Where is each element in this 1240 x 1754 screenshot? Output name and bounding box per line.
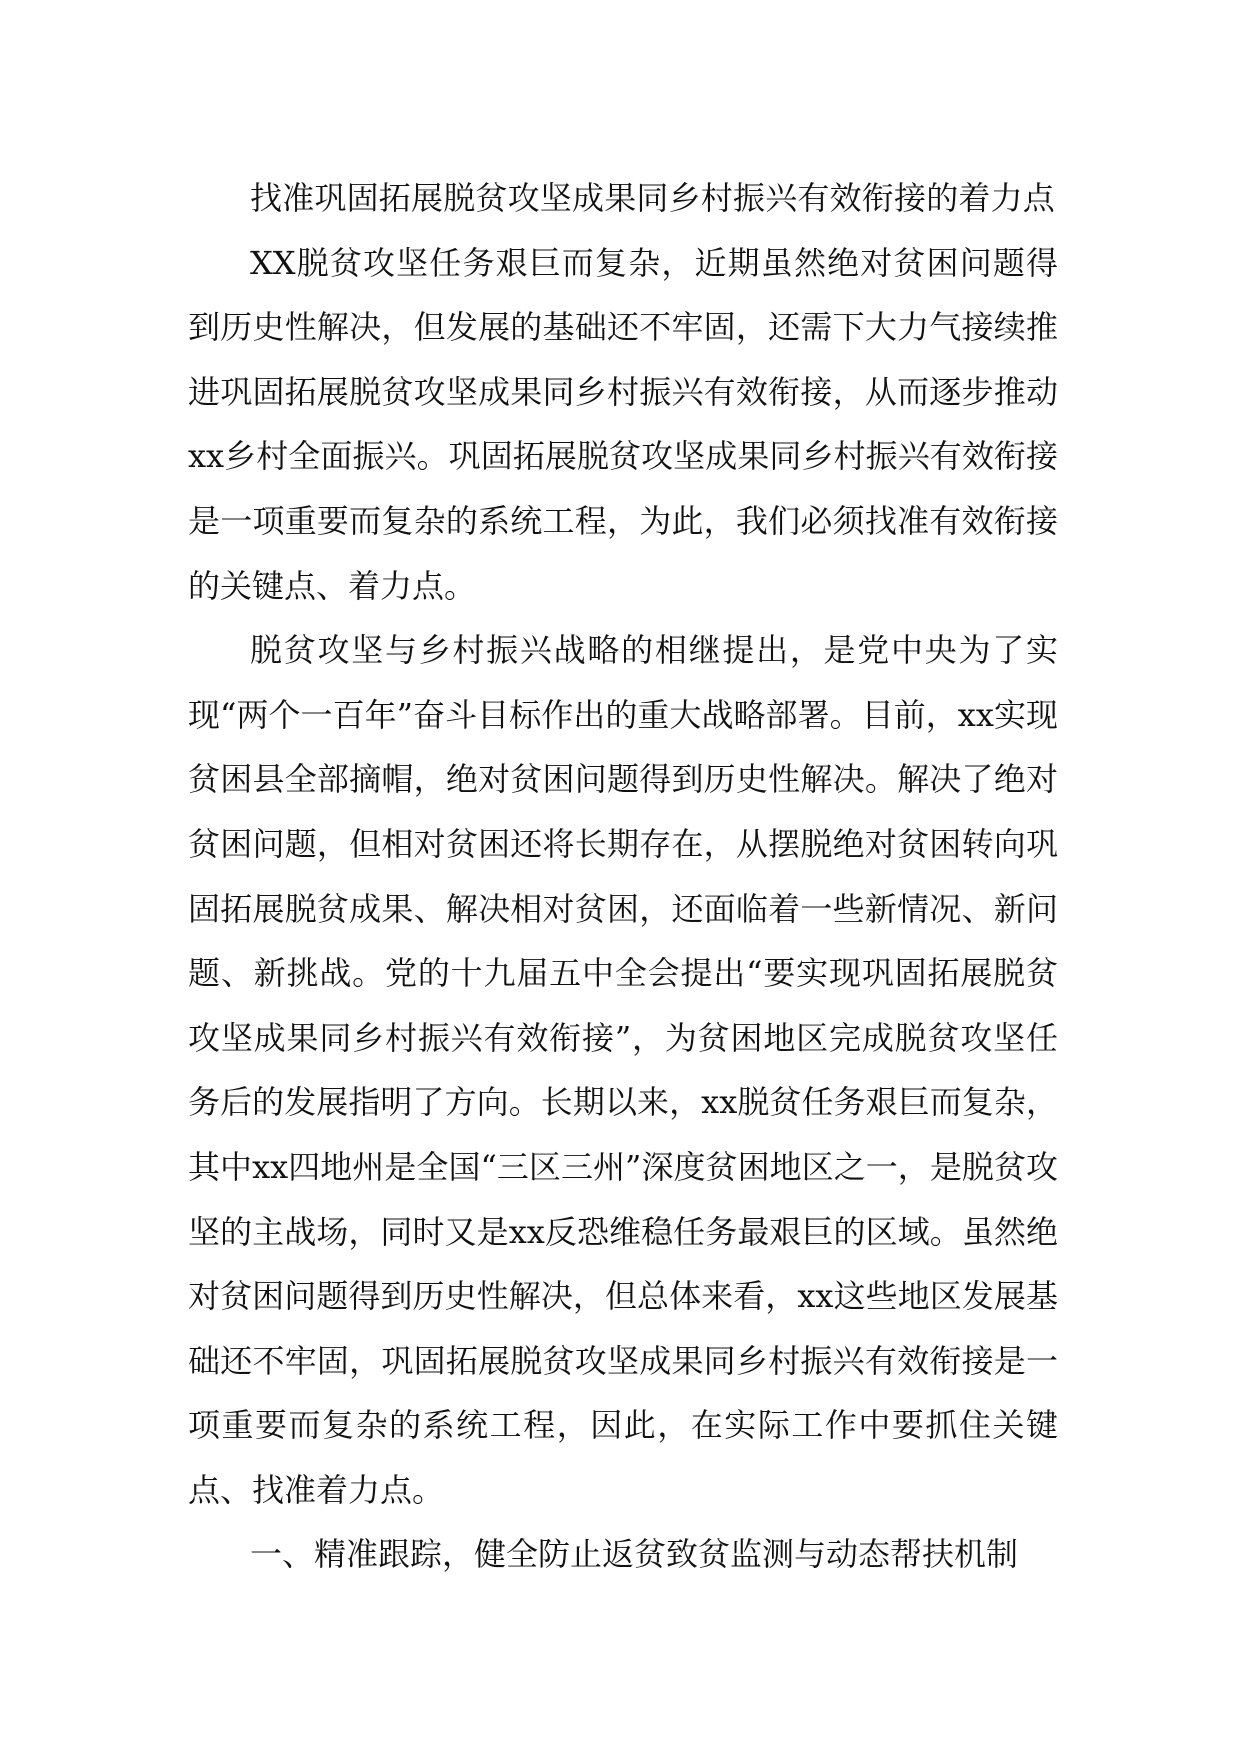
document-title: 找准巩固拓展脱贫攻坚成果同乡村振兴有效衔接的着力点 [250,179,1056,217]
section-heading-1: 一、精准跟踪，健全防止返贫致贫监测与动态帮扶机制 [250,1535,1019,1574]
paragraph-intro: XX脱贫攻坚任务艰巨而复杂，近期虽然绝对贫困问题得到历史性解决，但发展的基础还不牢固，还需下大力气接续推进巩固拓展脱贫攻坚成果同乡村振兴有效衔接，从而逐步推动xx乡村全面振兴。巩固拓展脱贫攻坚成果同乡村振兴有效衔接是一项重要而复杂的系统工程，为此，我们必须找准有效衔接的关键点、着力点。 [188,243,1058,605]
paragraph-background: 脱贫攻坚与乡村振兴战略的相继提出，是党中央为了实现“两个一百年”奋斗目标作出的重大战略部署。目前，xx实现贫困县全部摘帽，绝对贫困问题得到历史性解决。解决了绝对贫困问题，但相对贫困还将长期存在，从摆脱绝对贫困转向巩固拓展脱贫成果、解决相对贫困，还面临着一些新情况、新问题、新挑战。党的十九届五中全会提出“要实现巩固拓展脱贫攻坚成果同乡村振兴有效衔接”，为贫困地区完成脱贫攻坚任务后的发展指明了方向。长期以来，xx脱贫任务艰巨而复杂，其中xx四地州是全国“三区三州”深度贫困地区之一，是脱贫攻坚的主战场，同时又是xx反恐维稳任务最艰巨的区域。虽然绝对贫困问题得到历史性解决，但总体来看，xx这些地区发展基础还不牢固，巩固拓展脱贫攻坚成果同乡村振兴有效衔接是一项重要而复杂的系统工程，因此，在实际工作中要抓住关键点、找准着力点。 [188,631,1058,1509]
document-page [188,166,1058,1587]
